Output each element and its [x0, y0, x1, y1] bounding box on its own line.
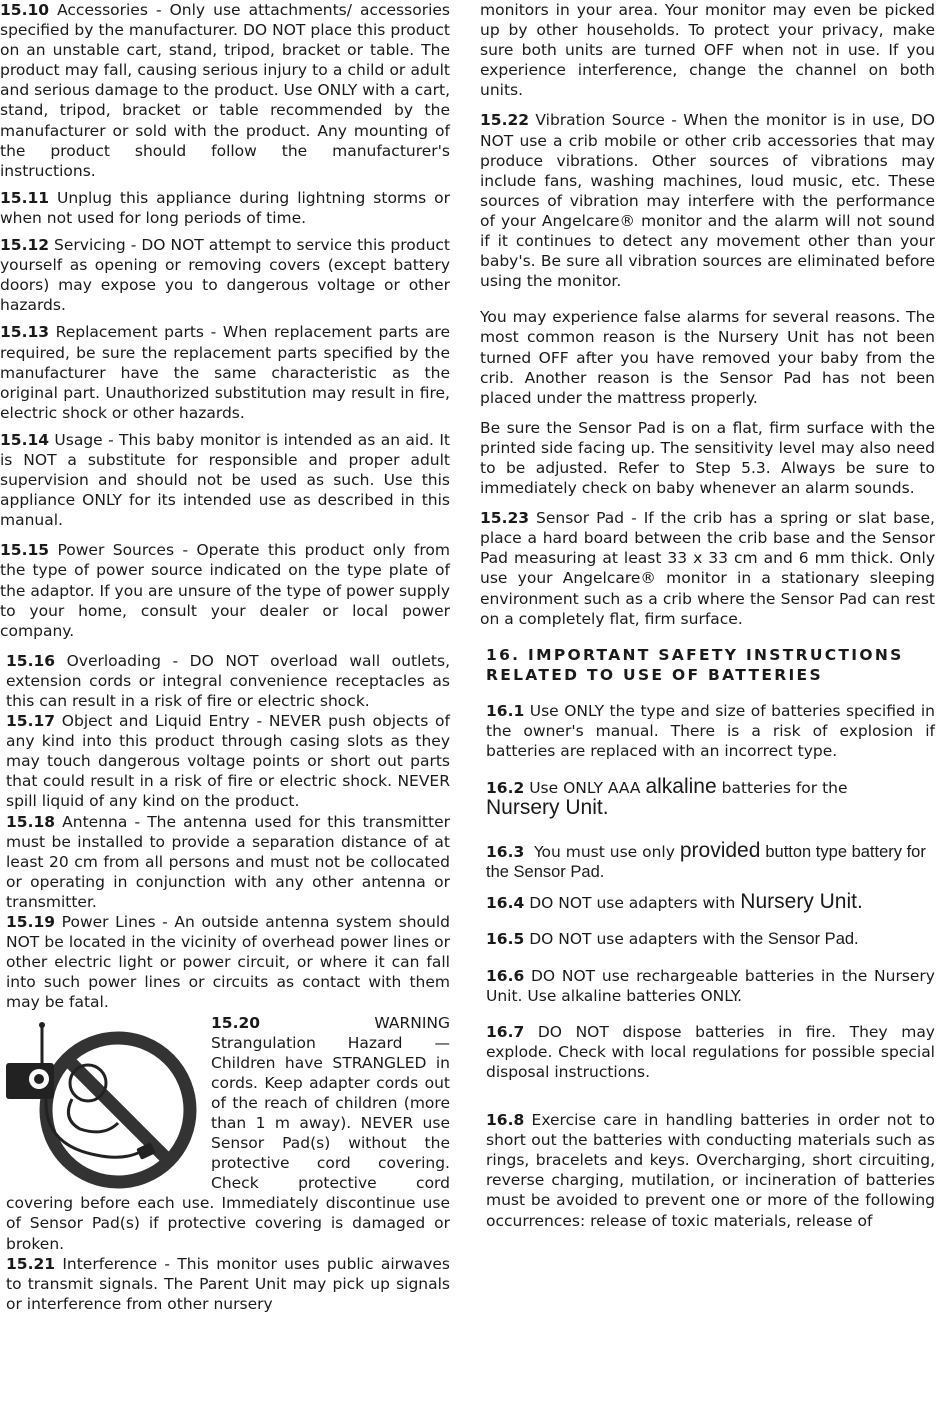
section-16-1: 16.1 Use ONLY the type and size of batteries specified in the owner's manual. There is a risk of explosion if batteries are replaced with an incorrect type. [486, 701, 935, 760]
section-15-21-continued: monitors in your area. Your monitor may even be picked up by other households. To protect your privacy, make sure both units are turned OFF when not in use. If you experience interference, change the channel on both units. [480, 1, 935, 100]
section-15-15: 15.15 Power Sources - Operate this product only from the type of power source indicated on the type plate of the adaptor. If you are unsure of the type of power supply to your home, consult your dealer or local power company. [0, 541, 450, 640]
section-15-17: 15.17 Object and Liquid Entry - NEVER push objects of any kind into this product through casing slots as they may touch dangerous voltage points or short out parts that could result in a risk of fire or electric shock. NEVER spill liquid of any kind on the product. [6, 712, 450, 811]
false-alarm-note: You may experience false alarms for several reasons. The most common reason is the Nursery Unit has not been turned OFF after you have removed your baby from the crib. Another reason is the Sensor Pad has not been placed under the mattress properly. [480, 308, 935, 407]
section-15-23: 15.23 Sensor Pad - If the crib has a spring or slat base, place a hard board between the crib base and the Sensor Pad measuring at least 33 x 33 cm and 6 mm thick. Only use your Angelcare® monitor in a stationary sleeping environment such as a crib where the Sensor Pad can rest on a completely flat, firm surface. [480, 509, 935, 628]
section-15-10: 15.10 Accessories - Only use attachments/ accessories specified by the manufacturer. DO NOT place this product on an unstable cart, stand, tripod, bracket or table. The product may fall, causing serious injury to a child or adult and serious damage to the product. Use ONLY with a cart, stand, tripod, bracket or table recommended by the manufacturer or sold with the product. Any mounting of the product should follow the manufacturer's instructions. [0, 1, 450, 180]
section-15-12: 15.12 Servicing - DO NOT attempt to service this product yourself as opening or removing covers (except battery doors) may expose you to dangerous voltage or other hazards. [0, 236, 450, 315]
section-16-6: 16.6 DO NOT use rechargeable batteries in the Nursery Unit. Use alkaline batteries ONLY. [486, 966, 935, 1005]
left-column [0, 0, 450, 1314]
section-16-4: 16.4 DO NOT use adapters with Nursery Unit. [486, 890, 863, 914]
section-15-20: 15.20 WARNING Strangulation Hazard — Children have STRANGLED in cords. Keep adapter cords out of the reach of children (more than 1 m away). NEVER use Sensor Pad(s) without the protective cord covering. Check protective cord covering before each use. Immediately discontinue use of Sensor Pad(s) if protective covering is damaged or broken. [6, 1013, 450, 1253]
section-15-19: 15.19 Power Lines - An outside antenna system should NOT be located in the vicinity of overhead power lines or other electric light or power circuit, or where it can fall into such power lines or circuits as contact with them may be fatal. [6, 913, 450, 1012]
section-15-14: 15.14 Usage - This baby monitor is intended as an aid. It is NOT a substitute for responsible and proper adult supervision and should not be used as such. Use this appliance ONLY for its intended use as described in this manual. [0, 430, 450, 530]
section-16-7: 16.7 DO NOT dispose batteries in fire. They may explode. Check with local regulations for possible special disposal instructions. [486, 1022, 935, 1081]
section-16-2: 16.2 Use ONLY AAA alkaline batteries for the Nursery Unit. [486, 775, 848, 820]
sensor-pad-flat-note: Be sure the Sensor Pad is on a flat, firm surface with the printed side facing up. The sensitivity level may also need to be adjusted. Refer to Step 5.3. Always be sure to immediately check on baby whenever an alarm sounds. [480, 418, 935, 498]
section-15-11: 15.11 Unplug this appliance during lightning storms or when not used for long periods of time. [0, 188, 450, 227]
section-16-8: 16.8 Exercise care in handling batteries in order not to short out the batteries with conducting materials such as rings, bracelets and keys. Overcharging, short circuiting, reverse charging, mutilation, or incineration of batteries must be avoided to prevent one or more of the following occurrences: release of toxic materials, release of [486, 1111, 935, 1230]
section-16-5: 16.5 DO NOT use adapters with the Sensor Pad. [486, 930, 859, 949]
section-15-13: 15.13 Replacement parts - When replacement parts are required, be sure the replacement parts specified by the manufacturer have the same characteristic as the original part. Unauthorized substitution may result in fire, electric shock or other hazards. [0, 323, 450, 422]
section-16-3: 16.3 You must use only provided button type battery for the Sensor Pad. [486, 839, 926, 882]
section-15-16: 15.16 Overloading - DO NOT overload wall outlets, extension cords or integral convenience receptacles as this can result in a risk of fire or electric shock. [6, 651, 450, 710]
section-15-22: 15.22 Vibration Source - When the monitor is in use, DO NOT use a crib mobile or other crib accessories that may produce vibrations. Other sources of vibrations may include fans, washing machines, loud music, etc. These sources of vibration may interfere with the performance of your Angelcare® monitor and the alarm will not sound if it continues to detect any movement other than your baby's. Be sure all vibration sources are eliminated before using the monitor. [480, 111, 935, 291]
section-15-21: 15.21 Interference - This monitor uses public airwaves to transmit signals. The Parent Unit may pick up signals or interference from other nursery [6, 1254, 450, 1313]
section-15-18: 15.18 Antenna - The antenna used for this transmitter must be installed to provide a separation distance of at least 20 cm from all persons and must not be collocated or operating in conjunction with any other antenna or transmitter. [6, 812, 450, 911]
heading-16: 16. IMPORTANT SAFETY INSTRUCTIONS RELATED TO USE OF BATTERIES [486, 645, 904, 684]
right-column [480, 0, 935, 1231]
no-cord-baby-icon [6, 1015, 211, 1193]
warning-block [0, 1013, 450, 1254]
